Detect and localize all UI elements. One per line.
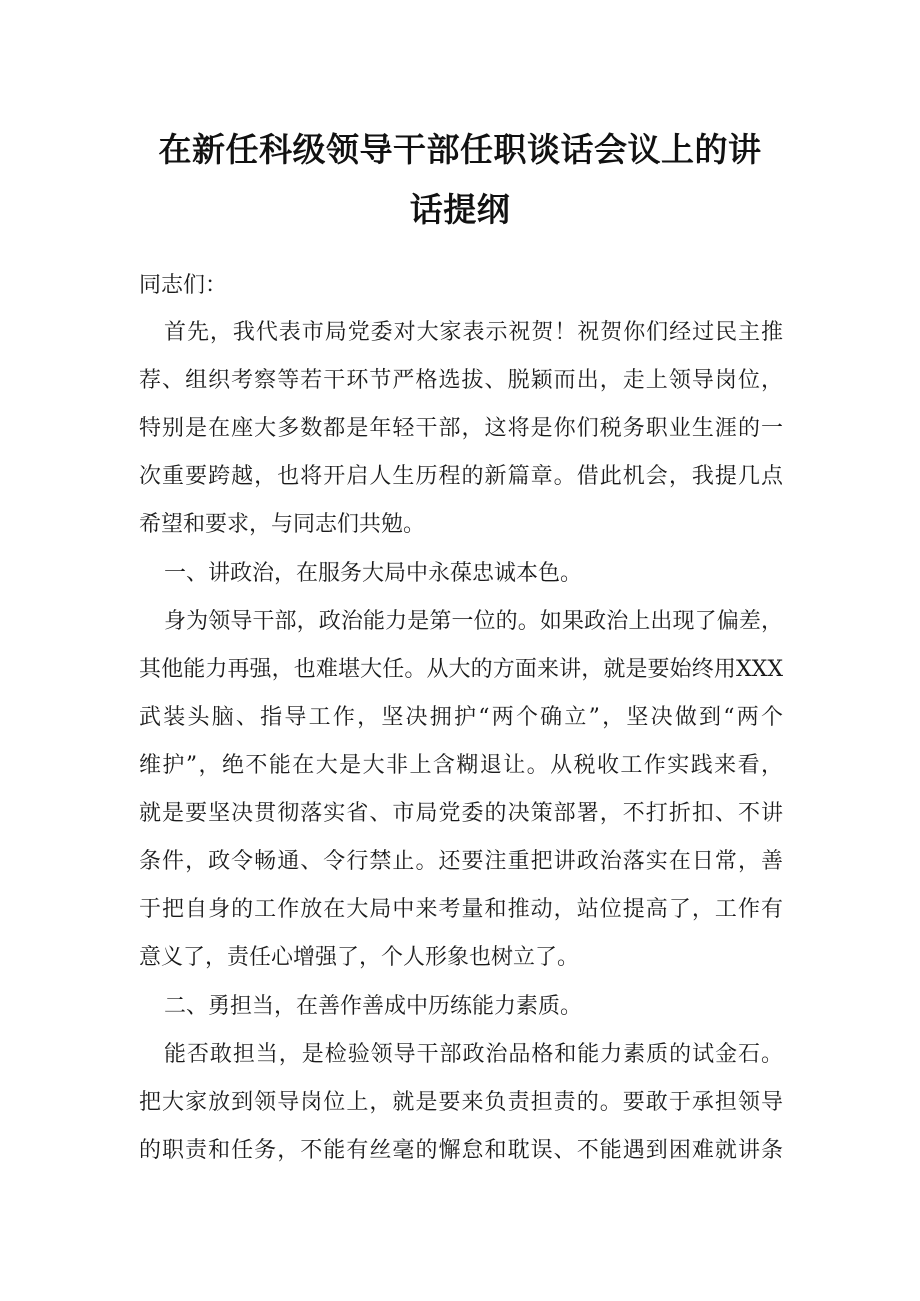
body-line: 其他能力再强，也难堪大任。从大的方面来讲，就是要始终用XXX [139, 657, 783, 682]
section-heading-1: 一、讲政治，在服务大局中永葆忠诚本色。 [164, 561, 583, 586]
body-line: 次重要跨越，也将开启人生历程的新篇章。借此机会，我提几点 [139, 464, 783, 489]
body-line: 的职责和任务，不能有丝毫的懈怠和耽误、不能遇到困难就讲条 [139, 1138, 783, 1163]
salutation: 同志们： [139, 273, 228, 298]
body-line: 特别是在座大多数都是年轻干部，这将是你们税务职业生涯的一 [139, 416, 783, 441]
body-line: 首先，我代表市局党委对大家表示祝贺！祝贺你们经过民主推 [164, 320, 783, 345]
body-line: 维护”，绝不能在大是大非上含糊退让。从税收工作实践来看， [139, 753, 783, 778]
section-heading-2: 二、勇担当，在善作善成中历练能力素质。 [164, 994, 583, 1019]
body-line: 能否敢担当，是检验领导干部政治品格和能力素质的试金石。 [164, 1042, 783, 1067]
document-title-line-2: 话提纲 [409, 190, 511, 229]
body-line: 把大家放到领导岗位上，就是要来负责担责的。要敢于承担领导 [139, 1090, 783, 1115]
body-line: 武装头脑、指导工作，坚决拥护“两个确立”，坚决做到“两个 [139, 705, 783, 730]
body-line: 身为领导干部，政治能力是第一位的。如果政治上出现了偏差， [164, 609, 783, 634]
body-line: 希望和要求，与同志们共勉。 [139, 512, 426, 537]
body-line: 于把自身的工作放在大局中来考量和推动，站位提高了，工作有 [139, 897, 783, 922]
body-line: 条件，政令畅通、令行禁止。还要注重把讲政治落实在日常，善 [139, 849, 783, 874]
body-line: 意义了，责任心增强了，个人形象也树立了。 [139, 945, 580, 970]
body-line: 就是要坚决贯彻落实省、市局党委的决策部署，不打折扣、不讲 [139, 801, 783, 826]
document-title-line-1: 在新任科级领导干部任职谈话会议上的讲 [158, 130, 762, 169]
body-line: 荐、组织考察等若干环节严格选拔、脱颖而出，走上领导岗位， [139, 368, 783, 393]
